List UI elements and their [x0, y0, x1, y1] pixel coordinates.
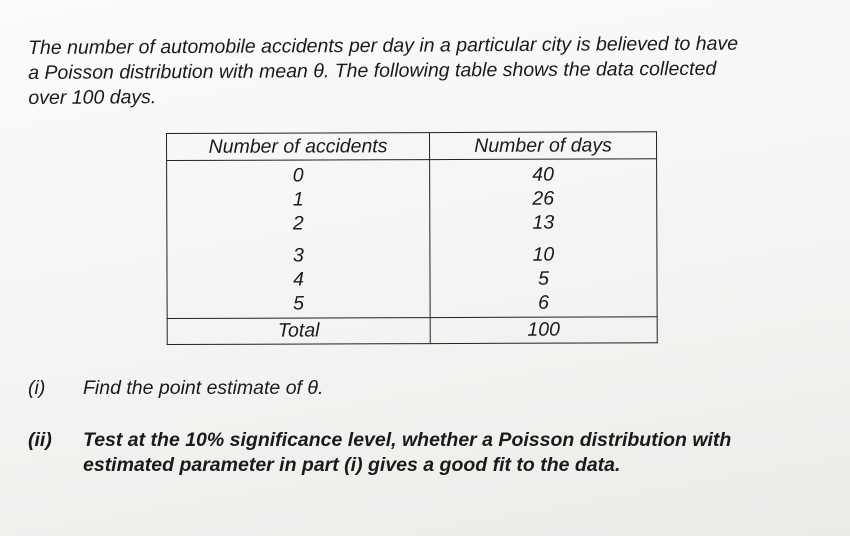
days-value: 40	[532, 163, 555, 186]
accidents-value: 2	[292, 212, 304, 235]
accidents-column	[167, 160, 431, 319]
question-i	[28, 376, 828, 402]
accidents-table	[166, 131, 658, 345]
table-total-row	[167, 317, 657, 345]
accidents-value: 0	[292, 164, 304, 187]
days-column	[430, 159, 658, 318]
question-ii	[28, 428, 838, 480]
total-label: Total	[167, 318, 430, 345]
accidents-value: 3	[292, 244, 304, 267]
accidents-value: 5	[293, 292, 305, 315]
table-body-row	[167, 159, 658, 319]
question-text: Find the point estimate of θ.	[83, 377, 324, 399]
data-table-wrapper	[166, 131, 658, 345]
statement-line: a Poisson distribution with mean θ. The following table shows the data collected	[28, 57, 717, 84]
total-value: 100	[430, 317, 657, 344]
header-number-of-accidents: Number of accidents	[167, 133, 430, 161]
problem-statement	[28, 31, 828, 111]
days-value: 10	[532, 243, 555, 266]
question-text	[83, 428, 731, 478]
table-header-row	[167, 132, 657, 161]
days-value: 26	[532, 187, 555, 210]
statement-line: over 100 days.	[28, 86, 157, 109]
question-number: (i)	[28, 377, 46, 399]
question-line: Test at the 10% significance level, whether a Poisson distribution with	[83, 429, 732, 451]
question-number: (ii)	[28, 429, 52, 451]
statement-line: The number of automobile accidents per day in a particular city is believed to have	[28, 32, 739, 59]
days-value: 5	[538, 267, 549, 290]
days-value: 13	[532, 211, 555, 234]
header-number-of-days: Number of days	[430, 132, 657, 160]
days-value: 6	[538, 291, 550, 314]
accidents-value: 4	[293, 268, 304, 291]
accidents-value: 1	[292, 188, 304, 211]
question-line: estimated parameter in part (i) gives a good fit to the data.	[83, 454, 621, 476]
